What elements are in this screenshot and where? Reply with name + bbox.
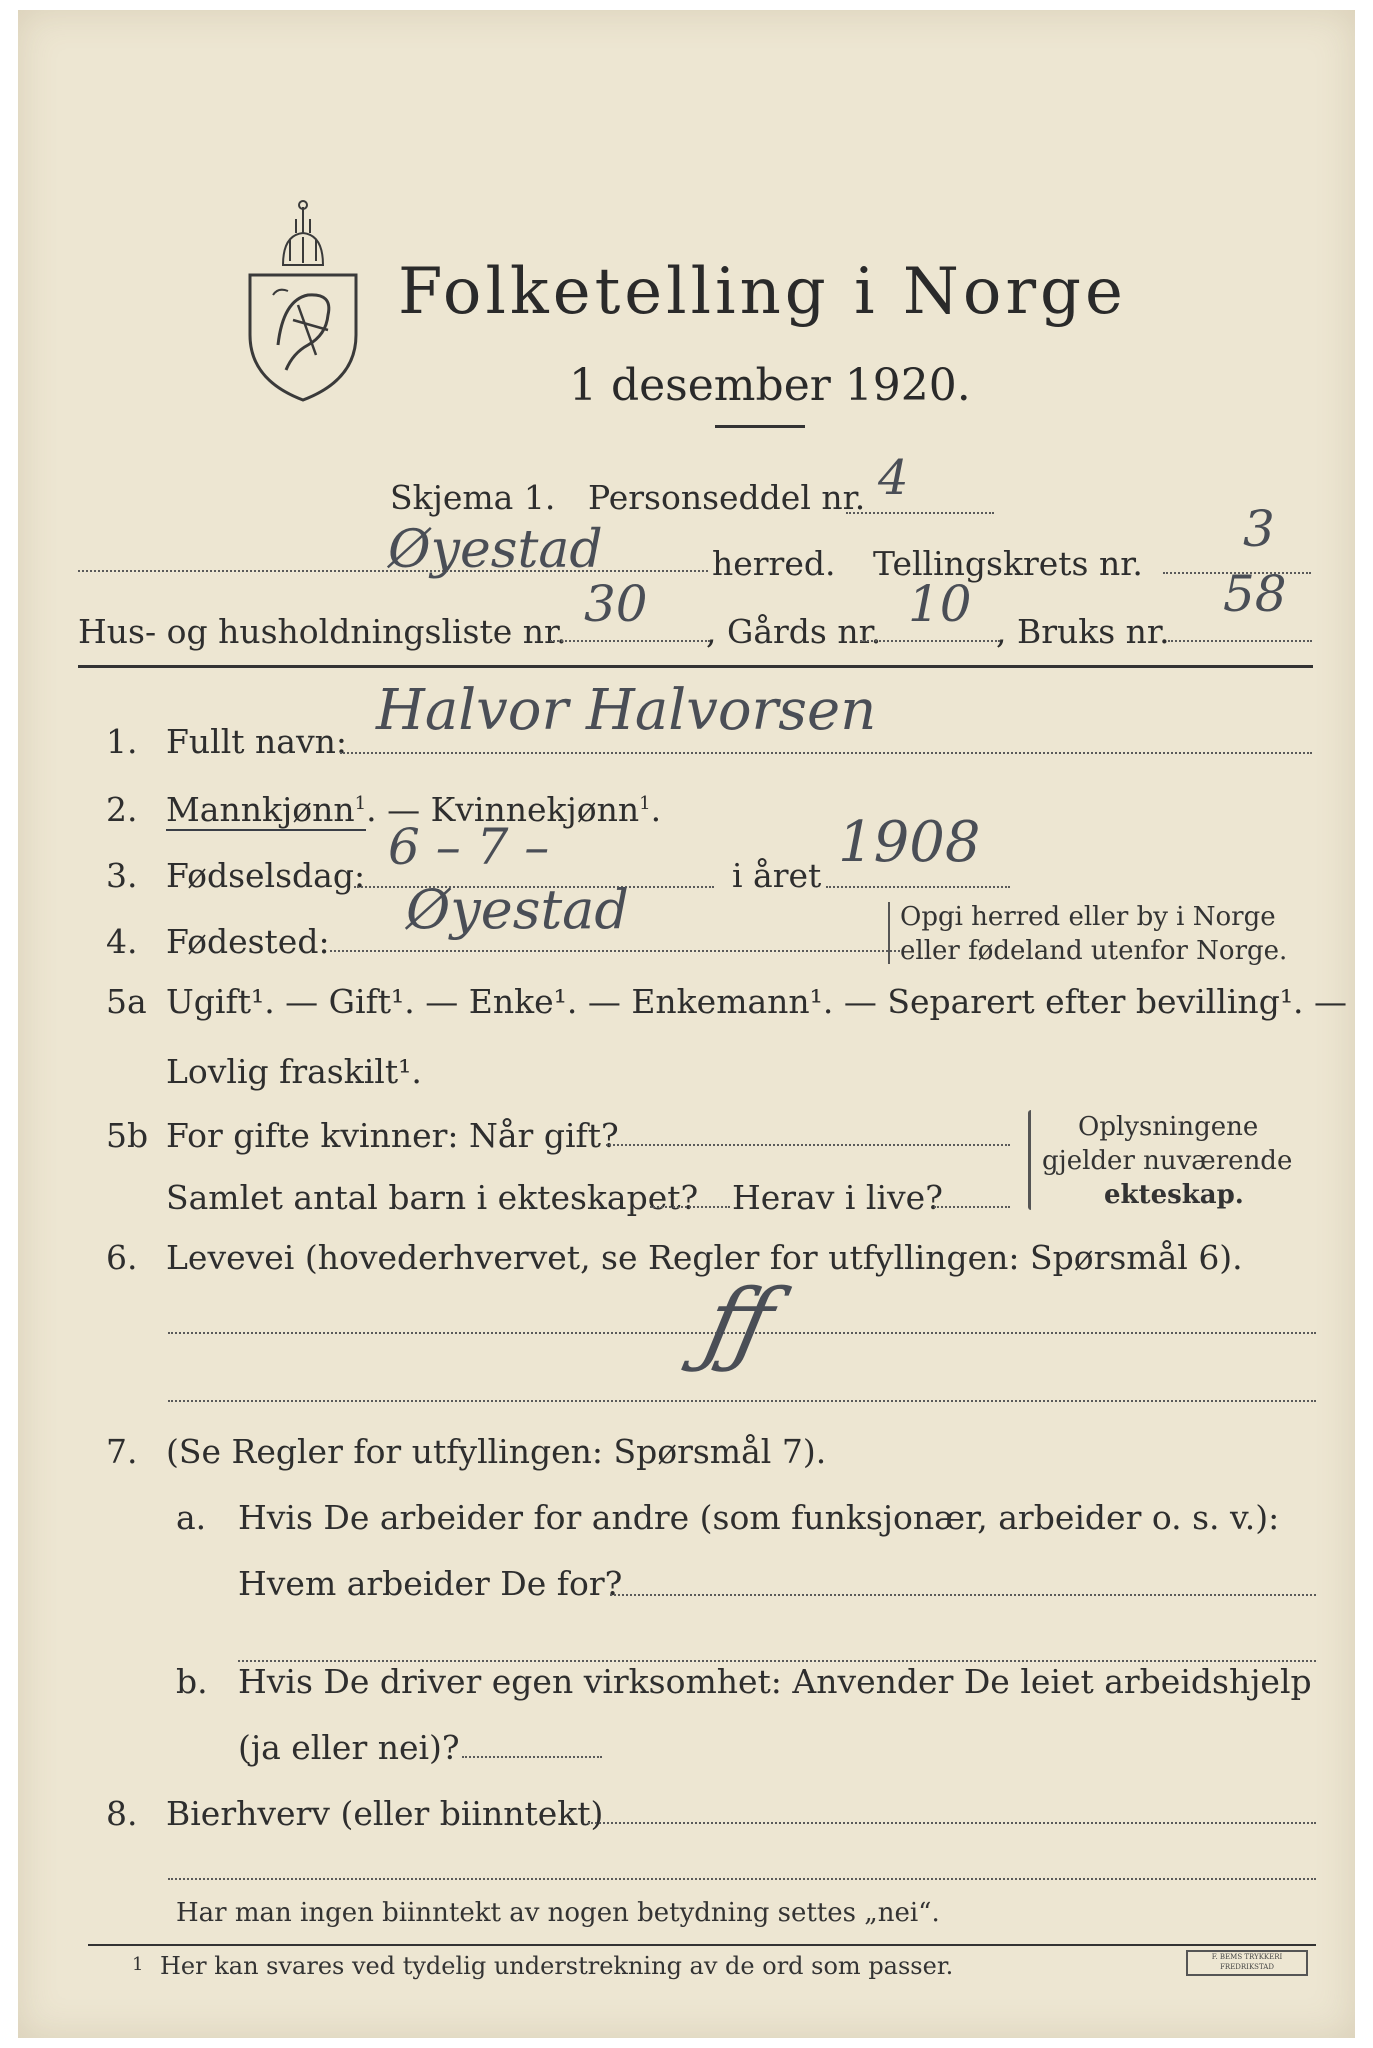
herred-value[interactable]: Øyestad: [388, 520, 603, 580]
q7a-employer-label: Hvem arbeider De for?: [238, 1564, 623, 1603]
alive-line: [934, 1206, 1010, 1208]
birthyear-line: [826, 886, 1010, 888]
q5b-note-brace: [1028, 1110, 1031, 1210]
occupation-line-2: [168, 1400, 1316, 1402]
footnote: Her kan svares ved tydelig understrekning av de ord som passer.: [160, 1952, 954, 1980]
full-name-value[interactable]: Halvor Halvorsen: [376, 678, 877, 743]
tellingskrets-value[interactable]: 3: [1243, 500, 1275, 558]
q7-label: (Se Regler for utfyllingen: Spørsmål 7).: [166, 1432, 827, 1471]
q4-note-brace: [888, 902, 890, 964]
title-divider: [715, 425, 805, 428]
q5b-children-label: Samlet antal barn i ekteskapet?: [166, 1178, 699, 1217]
census-form-page: [18, 10, 1355, 2038]
herred-label: herred.: [712, 544, 836, 583]
q7a-number: a.: [176, 1498, 207, 1537]
occupation-value[interactable]: ƒƒ: [696, 1270, 783, 1375]
side-income-line-2: [168, 1878, 1316, 1880]
q7-number: 7.: [106, 1432, 138, 1471]
q7b-number: b.: [176, 1662, 208, 1701]
q8-note: Har man ingen biinntekt av nogen betydning settes „nei“.: [176, 1898, 940, 1928]
children-line: [650, 1206, 730, 1208]
printer-stamp: F. BEMS TRYKKERI FREDRIKSTAD: [1186, 1950, 1308, 1976]
husholdning-label: Hus- og husholdningsliste nr.: [78, 612, 567, 651]
bruks-line: [1168, 640, 1312, 642]
side-income-line-1: [588, 1822, 1316, 1824]
tellingskrets-label: Tellingskrets nr.: [873, 544, 1143, 583]
q6-number: 6.: [106, 1238, 138, 1277]
q1-number: 1.: [106, 722, 138, 761]
q3-year-label: i året: [732, 856, 822, 895]
q3-number: 3.: [106, 856, 138, 895]
q1-line: [340, 752, 1312, 754]
q5b-number: 5b: [106, 1116, 149, 1155]
male-option[interactable]: Mannkjønn$^1$: [166, 790, 367, 829]
footnote-number: 1: [132, 1954, 144, 1975]
bruks-label: , Bruks nr.: [996, 612, 1170, 651]
gender-row: Mannkjønn$^1$. — Kvinnekjønn$^1$.: [166, 790, 662, 829]
personseddel-line: [846, 512, 994, 514]
q1-label: Fullt navn:: [166, 722, 347, 761]
husholdning-value[interactable]: 30: [584, 575, 648, 633]
female-option[interactable]: Kvinnekjønn$^1$.: [430, 790, 662, 829]
hired-help-line: [462, 1756, 602, 1758]
q4-label: Fødested:: [166, 922, 330, 961]
birthdate-value[interactable]: 6 – 7 –: [388, 818, 550, 876]
husholdning-line: [550, 640, 710, 642]
q4-note-line1: Opgi herred eller by i Norge: [900, 902, 1276, 932]
marital-status-options[interactable]: Ugift¹. — Gift¹. — Enke¹. — Enkemann¹. — Separert efter bevilling¹. —: [166, 982, 1348, 1021]
norwegian-coat-of-arms-icon: [238, 195, 368, 405]
q5b-alive-label: Herav i live?: [732, 1178, 943, 1217]
footer-rule: [88, 1944, 1316, 1946]
bruks-value[interactable]: 58: [1223, 565, 1287, 623]
census-date: 1 desember 1920.: [569, 360, 971, 411]
q5b-note-line2: gjelder nuværende: [1042, 1146, 1293, 1176]
personseddel-value[interactable]: 4: [878, 450, 909, 506]
birthplace-line: [330, 950, 900, 952]
q6-label: Levevei (hovederhvervet, se Regler for utfyllingen: Spørsmål 6).: [166, 1238, 1243, 1277]
q8-label: Bierhverv (eller biinntekt): [166, 1794, 604, 1833]
married-when-line: [606, 1144, 1010, 1146]
skjema-label: Skjema 1.: [390, 478, 556, 517]
q2-number: 2.: [106, 790, 138, 829]
employer-line-1: [610, 1594, 1316, 1596]
q4-number: 4.: [106, 922, 138, 961]
q8-number: 8.: [106, 1794, 138, 1833]
form-title: Folketelling i Norge: [398, 255, 1127, 329]
gards-value[interactable]: 10: [908, 575, 972, 633]
q7b-label: Hvis De driver egen virksomhet: Anvender De leiet arbeidshjelp: [238, 1662, 1312, 1701]
header-rule: [78, 665, 1313, 668]
q5b-note-line3: ekteskap.: [1104, 1180, 1244, 1210]
birthplace-value[interactable]: Øyestad: [406, 878, 629, 941]
q5a-number: 5a: [106, 982, 147, 1021]
q5b-note-line1: Oplysningene: [1078, 1112, 1259, 1142]
marital-status-divorced[interactable]: Lovlig fraskilt¹.: [166, 1052, 422, 1091]
q7b-yes-no-label: (ja eller nei)?: [238, 1728, 460, 1767]
gards-line: [860, 640, 1000, 642]
q7a-label: Hvis De arbeider for andre (som funksjonær, arbeider o. s. v.):: [238, 1498, 1280, 1537]
gards-label: , Gårds nr.: [706, 612, 882, 651]
birthyear-value[interactable]: 1908: [838, 810, 981, 875]
q5b-married-when-label: For gifte kvinner: Når gift?: [166, 1116, 619, 1155]
personseddel-label: Personseddel nr.: [588, 478, 866, 517]
q3-label: Fødselsdag:: [166, 856, 366, 895]
q4-note-line2: eller fødeland utenfor Norge.: [900, 936, 1288, 966]
